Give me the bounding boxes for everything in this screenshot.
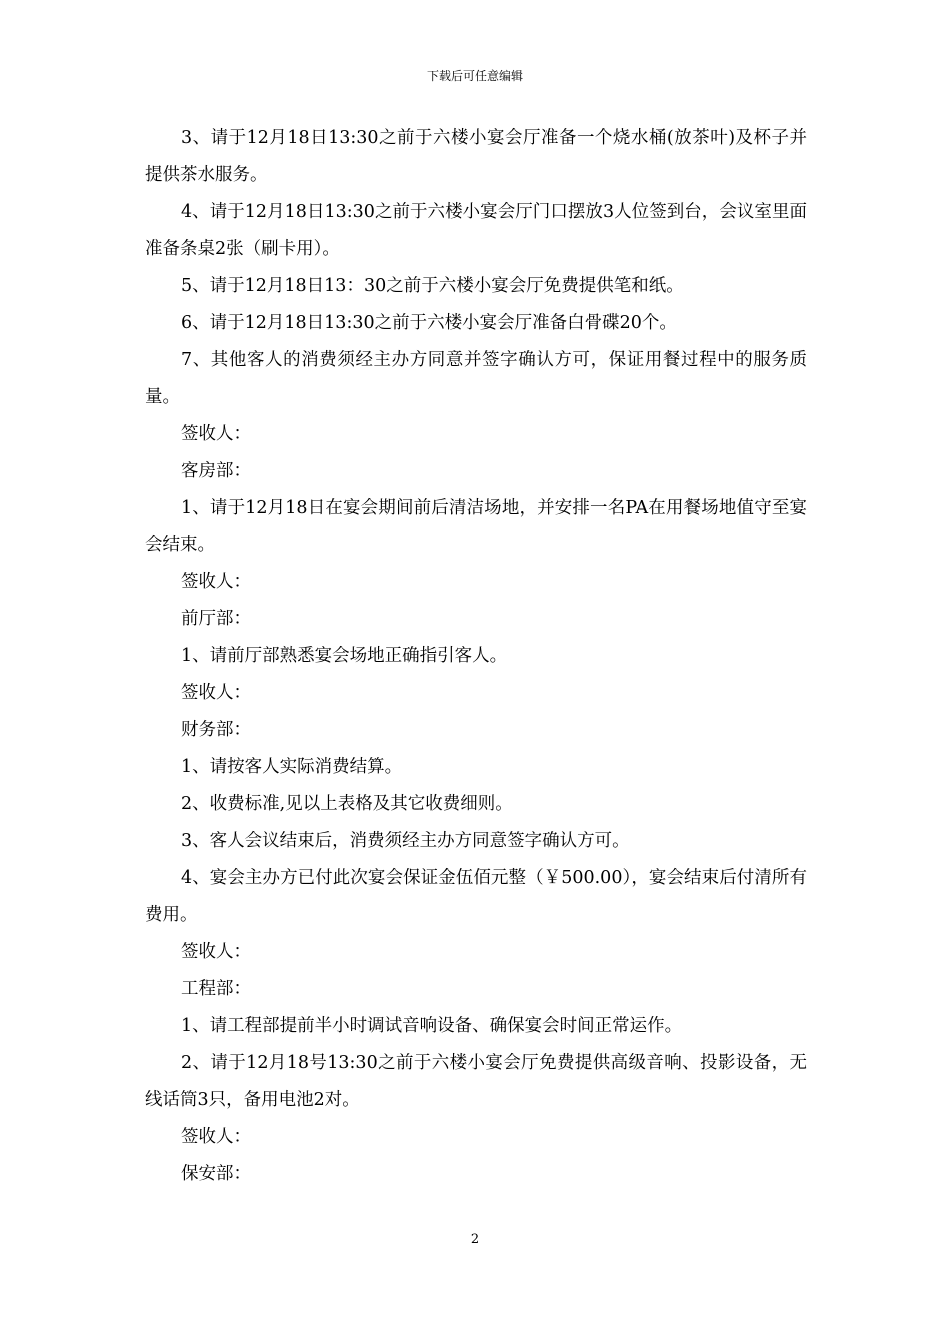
paragraph: 2、请于12月18号13:30之前于六楼小宴会厅免费提供高级音响、投影设备，无线话筒3只，备用电池2对。: [145, 1053, 807, 1110]
paragraph: 4、宴会主办方已付此次宴会保证金伍佰元整（￥500.00），宴会结束后付清所有费用。: [145, 868, 807, 925]
paragraph: 1、请工程部提前半小时调试音响设备、确保宴会时间正常运作。: [181, 1016, 683, 1036]
paragraph: 3、请于12月18日13:30之前于六楼小宴会厅准备一个烧水桶(放茶叶)及杯子并提供茶水服务。: [145, 128, 807, 185]
paragraph: 5、请于12月18日13：30之前于六楼小宴会厅免费提供笔和纸。: [181, 276, 684, 296]
signature-line: 签收人：: [181, 942, 251, 962]
paragraph: 7、其他客人的消费须经主办方同意并签字确认方可，保证用餐过程中的服务质量。: [145, 350, 807, 407]
paragraph: 4、请于12月18日13:30之前于六楼小宴会厅门口摆放3人位签到台，会议室里面准备条桌2张（刷卡用）。: [145, 202, 807, 259]
paragraph: 1、请按客人实际消费结算。: [181, 757, 403, 777]
signature-line: 签收人：: [181, 572, 251, 592]
signature-line: 签收人：: [181, 424, 251, 444]
paragraph: 6、请于12月18日13:30之前于六楼小宴会厅准备白骨碟20个。: [181, 313, 677, 333]
department-heading: 客房部：: [181, 461, 251, 481]
page-number: 2: [470, 1232, 480, 1247]
signature-line: 签收人：: [181, 1127, 251, 1147]
paragraph: 3、客人会议结束后，消费须经主办方同意签字确认方可。: [181, 831, 630, 851]
paragraph: 1、请前厅部熟悉宴会场地正确指引客人。: [181, 646, 508, 666]
paragraph: 1、请于12月18日在宴会期间前后清洁场地，并安排一名PA在用餐场地值守至宴会结束。: [145, 498, 807, 555]
department-heading: 前厅部：: [181, 609, 251, 629]
paragraph: 2、收费标准,见以上表格及其它收费细则。: [181, 794, 513, 814]
document-body: [145, 120, 807, 1193]
department-heading: 保安部：: [181, 1164, 251, 1184]
signature-line: 签收人：: [181, 683, 251, 703]
department-heading: 工程部：: [181, 979, 251, 999]
page-header: 下载后可任意编辑: [426, 69, 523, 83]
department-heading: 财务部：: [181, 720, 251, 740]
